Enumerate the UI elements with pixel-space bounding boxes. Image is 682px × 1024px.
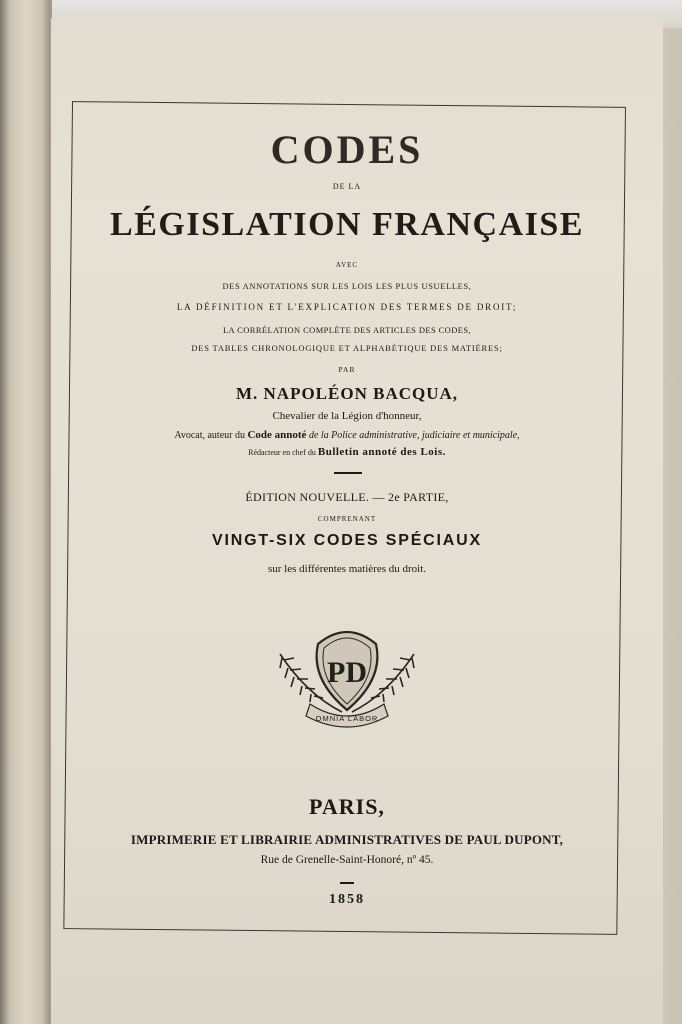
code-annote: Code annoté — [247, 429, 307, 441]
publication-year: 1858 — [329, 892, 365, 907]
subtitle-line-3: LA CORRÉLATION COMPLÈTE DES ARTICLES DES CODES, — [222, 325, 472, 335]
publisher-emblem — [272, 624, 422, 734]
publisher-address: Rue de Grenelle-Saint-Honoré, nº 45. — [260, 854, 434, 866]
emblem-motto: OMNIA LABOR — [315, 714, 379, 723]
divider-rule — [334, 472, 362, 474]
edition-comprenant: COMPRENANT — [317, 515, 377, 523]
subtitle-line-2: LA DÉFINITION ET L'EXPLICATION DES TERMES DE DROIT; — [176, 302, 518, 312]
avocat-prefix: Avocat, auteur du — [174, 430, 248, 441]
author-title: Chevalier de la Légion d'honneur, — [272, 410, 422, 422]
avocat-suffix: de la Police administrative, judiciaire et municipale, — [306, 430, 520, 441]
main-title-legislation: LÉGISLATION FRANÇAISE — [110, 206, 584, 243]
title-page-content — [92, 118, 602, 918]
emblem-monogram: PD — [327, 656, 367, 689]
book-spine — [0, 0, 52, 1024]
redacteur-prefix: Rédacteur en chef du — [248, 448, 318, 457]
publisher-city: PARIS, — [309, 794, 385, 819]
edition-sub: sur les différentes matières du droit. — [267, 563, 427, 575]
subtitle-line-4: DES TABLES CHRONOLOGIQUE ET ALPHABÉTIQUE DES MATIÈRES; — [191, 343, 503, 353]
edition-label: ÉDITION NOUVELLE. — 2e PARTIE, — [245, 490, 449, 504]
subtitle-line-1: DES ANNOTATIONS SUR LES LOIS LES PLUS USUELLES, — [222, 281, 472, 291]
author-avocat-line — [92, 429, 602, 441]
main-title-codes: CODES — [270, 127, 424, 172]
author-name: M. NAPOLÉON BACQUA, — [235, 384, 459, 403]
author-par: PAR — [338, 365, 356, 374]
edition-headline: VINGT-SIX CODES SPÉCIAUX — [212, 532, 482, 549]
publisher-name: IMPRIMERIE ET LIBRAIRIE ADMINISTRATIVES DE PAUL DUPONT, — [130, 832, 564, 847]
small-dash — [340, 882, 354, 884]
title-de-la: DE LA — [332, 182, 362, 191]
bulletin-title: Bulletin annoté des Lois. — [317, 446, 446, 458]
title-avec: AVEC — [335, 261, 359, 269]
author-redacteur-line — [92, 446, 602, 458]
